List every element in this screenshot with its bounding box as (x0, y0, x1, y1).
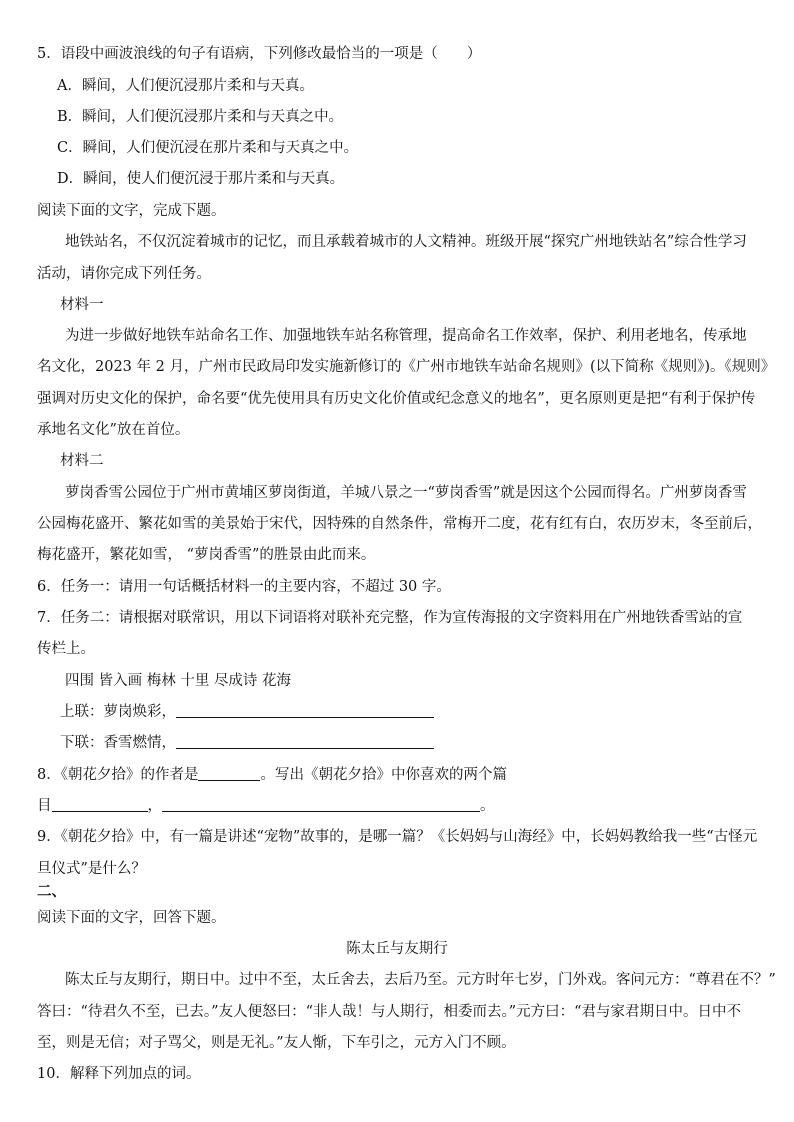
q5-option-a: A．瞬间，人们便沉浸那片柔和与天真。 (57, 78, 314, 94)
q5-option-c: C．瞬间，人们便沉浸在那片柔和与天真之中。 (57, 140, 359, 156)
reading-intro: 阅读下面的文字，完成下题。 (37, 203, 226, 219)
q7-stem-cont: 传栏上。 (37, 641, 95, 657)
couplet-upper (60, 702, 758, 722)
q6-stem: 6．任务一：请用一句话概括材料一的主要内容，不超过 30 字。 (37, 579, 451, 595)
couplet-lower-label: 下联：香雪燃情， (60, 735, 176, 751)
answer-blank[interactable] (162, 796, 480, 812)
material-one-line: 为进一步做好地铁车站命名工作、加强地铁车站名称管理，提高命名工作效率，保护、利用老地名，传承地 (65, 328, 747, 344)
passage-line: 活动，请你完成下列任务。 (37, 266, 211, 282)
section-two-intro: 阅读下面的文字，回答下题。 (37, 910, 226, 926)
material-two-label: 材料二 (60, 453, 104, 469)
q8-stem (37, 765, 758, 785)
material-two-line: 梅花盛开，繁花如雪， “萝岗香雪”的胜景由此而来。 (37, 547, 376, 563)
q5-stem: 5．语段中画波浪线的句子有语病，下列修改最恰当的一项是（ ） (37, 46, 482, 62)
answer-blank[interactable] (176, 702, 434, 718)
material-two-line: 公园梅花盛开、繁花如雪的美景始于宋代，因特殊的自然条件，常梅开二度，花有红有白，农历岁末，冬至前后， (37, 516, 762, 532)
q10-stem: 10．解释下列加点的词。 (37, 1066, 201, 1082)
material-one-label: 材料一 (60, 297, 104, 313)
passage-title: 陈太丘与友期行 (346, 941, 448, 957)
q8-text: 目 (37, 798, 52, 814)
q9-stem-cont: 旦仪式”是什么？ (37, 861, 146, 877)
material-one-line: 承地名文化”放在首位。 (37, 422, 190, 438)
classical-passage-line: 陈太丘与友期行，期日中。过中不至，太丘舍去，去后乃至。元方时年七岁，门外戏。客问元方：“尊君在不？” (65, 972, 776, 988)
q5-option-b: B．瞬间，人们便沉浸那片柔和与天真之中。 (57, 109, 344, 125)
q8-text: 。写出《朝花夕拾》中你喜欢的两个篇 (260, 767, 507, 783)
couplet-lower (60, 733, 758, 753)
section-two-heading: 二、 (37, 884, 66, 900)
material-one-line: 名文化，2023 年 2 月，广州市民政局印发实施新修订的《广州市地铁车站命名规则》(以下简称《规则》)。《规则》 (37, 359, 776, 375)
q8-text: 。 (480, 798, 495, 814)
material-two-line: 萝岗香雪公园位于广州市黄埔区萝岗街道，羊城八景之一“萝岗香雪”就是因这个公园而得名。广州萝岗香雪 (65, 485, 747, 501)
material-one-line: 强调对历史文化的保护，命名要“优先使用具有历史文化价值或纪念意义的地名”，更名原则更是把“有利于保护传 (37, 391, 756, 407)
q7-word-bank: 四围 皆入画 梅林 十里 尽成诗 花海 (65, 673, 292, 689)
q8-stem-cont (37, 796, 758, 816)
q8-text: 8．《朝花夕拾》的作者是 (37, 767, 199, 783)
q5-option-d: D．瞬间，使人们便沉浸于那片柔和与天真。 (57, 171, 345, 187)
classical-passage-line: 答曰：“待君久不至，已去。”友人便怒曰：“非人哉！与人期行，相委而去。”元方曰：“君与家君期日中。日中不 (37, 1004, 742, 1020)
couplet-upper-label: 上联：萝岗焕彩， (60, 704, 176, 720)
q8-text: ， (147, 798, 162, 814)
q9-stem: 9．《朝花夕拾》中，有一篇是讲述“宠物”故事的，是哪一篇？《长妈妈与山海经》中，长妈妈教给我一些“古怪元 (37, 829, 758, 845)
classical-passage-line: 至，则是无信；对子骂父，则是无礼。”友人惭，下车引之，元方入门不顾。 (37, 1035, 516, 1051)
answer-blank[interactable] (52, 796, 148, 812)
answer-blank[interactable] (198, 765, 260, 781)
answer-blank[interactable] (176, 733, 434, 749)
passage-line: 地铁站名，不仅沉淀着城市的记忆，而且承载着城市的人文精神。班级开展“探究广州地铁站名”综合性学习 (65, 234, 747, 250)
q7-stem: 7．任务二：请根据对联常识，用以下词语将对联补充完整，作为宣传海报的文字资料用在广州地铁香雪站的宣 (37, 610, 743, 626)
